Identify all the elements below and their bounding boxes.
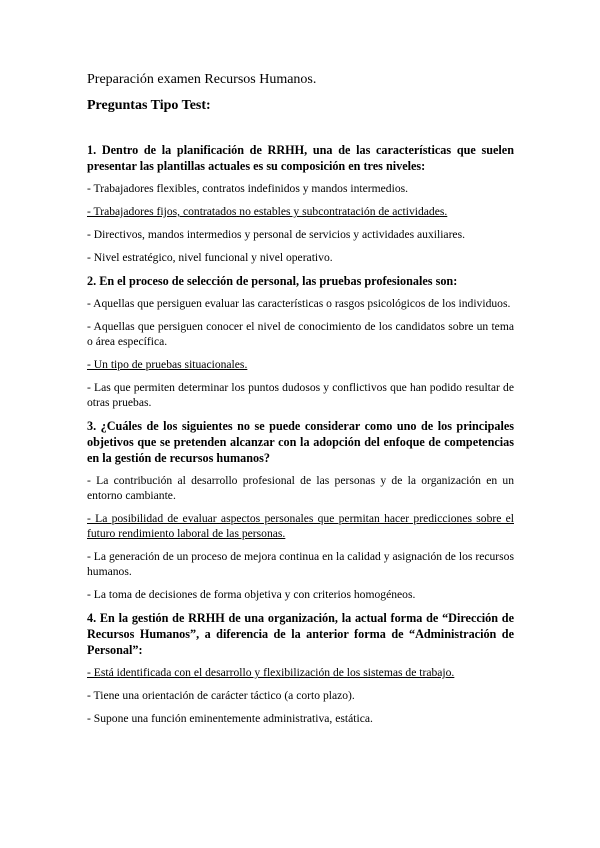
answer-option: - La generación de un proceso de mejora continua en la calidad y asignación de los recursos humanos.	[87, 550, 514, 578]
question-text: 1. Dentro de la planificación de RRHH, una de las características que suelen presentar las plantillas actuales es su composición en tres niveles:	[87, 143, 514, 173]
answer-option: - Las que permiten determinar los puntos dudosos y conflictivos que han podido resultar de otras pruebas.	[87, 381, 514, 409]
question-text: 3. ¿Cuáles de los siguientes no se puede considerar como uno de los principales objetivos que se pretenden alcanzar con la adopción del enfoque de competencias en la gestión de recursos humanos?	[87, 419, 514, 465]
answer-option: - Supone una función eminentemente administrativa, estática.	[87, 712, 373, 725]
answer-option: - Trabajadores flexibles, contratos indefinidos y mandos intermedios.	[87, 182, 409, 195]
answer-option: - La toma de decisiones de forma objetiva y con criterios homogéneos.	[87, 588, 416, 601]
question-3	[87, 418, 514, 602]
answer-option: - Trabajadores fijos, contratados no estables y subcontratación de actividades.	[87, 205, 448, 218]
question-4	[87, 610, 514, 726]
answer-option: - La posibilidad de evaluar aspectos personales que permitan hacer predicciones sobre el futuro rendimiento laboral de las personas.	[87, 512, 514, 540]
answer-option: - Está identificada con el desarrollo y flexibilización de los sistemas de trabajo.	[87, 666, 455, 679]
answer-option: - Un tipo de pruebas situacionales.	[87, 358, 248, 371]
question-1	[87, 142, 514, 265]
question-2	[87, 273, 514, 410]
answer-option: - La contribución al desarrollo profesional de las personas y de la organización en un entorno cambiante.	[87, 474, 514, 502]
answer-option: - Aquellas que persiguen conocer el nivel de conocimiento de los candidatos sobre un tema o área específica.	[87, 320, 514, 348]
document-title: Preparación examen Recursos Humanos.	[87, 72, 317, 87]
answer-option: - Aquellas que persiguen evaluar las características o rasgos psicológicos de los individuos.	[87, 297, 511, 310]
question-text: 2. En el proceso de selección de personal, las pruebas profesionales son:	[87, 274, 458, 288]
answer-option: - Directivos, mandos intermedios y personal de servicios y actividades auxiliares.	[87, 228, 465, 241]
answer-option: - Tiene una orientación de carácter táctico (a corto plazo).	[87, 689, 355, 702]
section-heading: Preguntas Tipo Test:	[87, 98, 211, 113]
question-text: 4. En la gestión de RRHH de una organización, la actual forma de “Dirección de Recursos Humanos”, a diferencia de la anterior forma de “Administración de Personal”:	[87, 611, 514, 657]
answer-option: - Nivel estratégico, nivel funcional y nivel operativo.	[87, 251, 333, 264]
